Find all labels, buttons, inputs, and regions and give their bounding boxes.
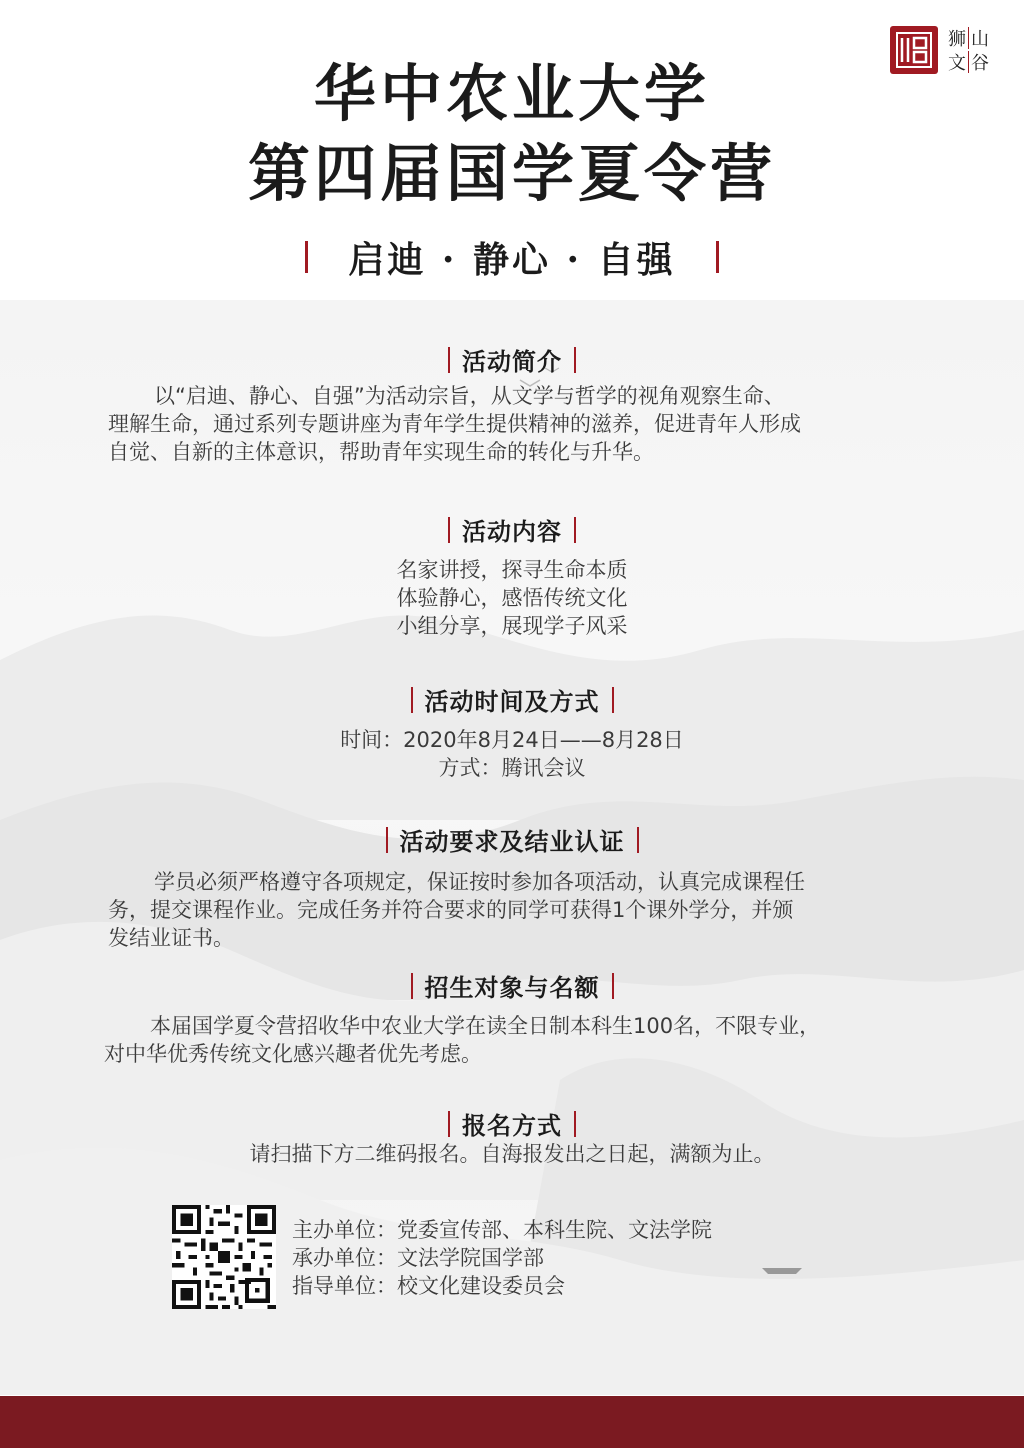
section-title-enrollment-text: 招生对象与名额 bbox=[424, 973, 600, 1002]
mode-line: 方式：腾讯会议 bbox=[438, 756, 586, 780]
section-title-intro-text: 活动简介 bbox=[462, 347, 562, 376]
section-title-signup-text: 报名方式 bbox=[462, 1111, 562, 1140]
content-item-3: 小组分享，展现学子风采 bbox=[396, 614, 628, 638]
enrollment-line-1: 本届国学夏令营招收华中农业大学在读全日制本科生100名，不限专业， bbox=[150, 1014, 821, 1038]
enrollment-line-2: 对中华优秀传统文化感兴趣者优先考虑。 bbox=[104, 1042, 482, 1066]
time-line: 时间：2020年8月24日——8月28日 bbox=[340, 728, 684, 752]
logo-char-2: 山 bbox=[971, 29, 989, 50]
slogan-bar-right bbox=[716, 241, 719, 273]
content-item-1: 名家讲授，探寻生命本质 bbox=[396, 558, 628, 582]
section-title-requirements-text: 活动要求及结业认证 bbox=[399, 827, 625, 856]
requirements-line-1: 学员必须严格遵守各项规定，保证按时参加各项活动，认真完成课程任 bbox=[154, 870, 805, 894]
host-line: 主办单位：党委宣传部、本科生院、文法学院 bbox=[292, 1218, 712, 1242]
section-title-content bbox=[0, 512, 1024, 547]
logo-char-1: 狮 bbox=[948, 29, 966, 50]
qr-code-icon[interactable] bbox=[172, 1205, 276, 1309]
section-title-enrollment bbox=[0, 968, 1024, 1003]
requirements-line-2: 务，提交课程作业。完成任务并符合要求的同学可获得1个课外学分，并颁 bbox=[108, 898, 794, 922]
signup-line: 请扫描下方二维码报名。自海报发出之日起，满额为止。 bbox=[249, 1142, 775, 1166]
section-title-signup bbox=[0, 1106, 1024, 1141]
section-title-time-text: 活动时间及方式 bbox=[424, 687, 600, 716]
logo-char-4: 谷 bbox=[971, 53, 989, 74]
organizers bbox=[292, 1216, 712, 1300]
section-title-requirements bbox=[0, 822, 1024, 857]
intro-line-1: 以“启迪、静心、自强”为活动宗旨，从文学与哲学的视角观察生命、 bbox=[154, 384, 785, 408]
time-info bbox=[0, 726, 1024, 782]
enrollment-paragraph bbox=[104, 1012, 934, 1068]
logo-char-3: 文 bbox=[948, 53, 966, 74]
section-title-time bbox=[0, 682, 1024, 717]
title-university: 华中农业大学 bbox=[313, 57, 710, 130]
content-list bbox=[0, 556, 1024, 640]
section-title-intro bbox=[0, 342, 1024, 377]
title-camp: 第四届国学夏令营 bbox=[247, 137, 776, 210]
footer-bar bbox=[0, 1396, 1024, 1448]
slogan-text: 启迪 · 静心 · 自强 bbox=[348, 238, 676, 281]
slogan bbox=[0, 232, 1024, 282]
intro-line-2: 理解生命，通过系列专题讲座为青年学生提供精神的滋养，促进青年人形成 bbox=[108, 412, 801, 436]
requirements-paragraph bbox=[108, 868, 928, 952]
content-item-2: 体验静心，感悟传统文化 bbox=[396, 586, 628, 610]
intro-paragraph bbox=[108, 382, 938, 466]
section-title-content-text: 活动内容 bbox=[462, 517, 562, 546]
organizer-line: 承办单位：文法学院国学部 bbox=[292, 1246, 544, 1270]
intro-line-3: 自觉、自新的主体意识，帮助青年实现生命的转化与升华。 bbox=[108, 440, 654, 464]
requirements-line-3: 发结业证书。 bbox=[108, 926, 234, 950]
guide-line: 指导单位：校文化建设委员会 bbox=[292, 1274, 565, 1298]
slogan-bar-left bbox=[305, 241, 308, 273]
